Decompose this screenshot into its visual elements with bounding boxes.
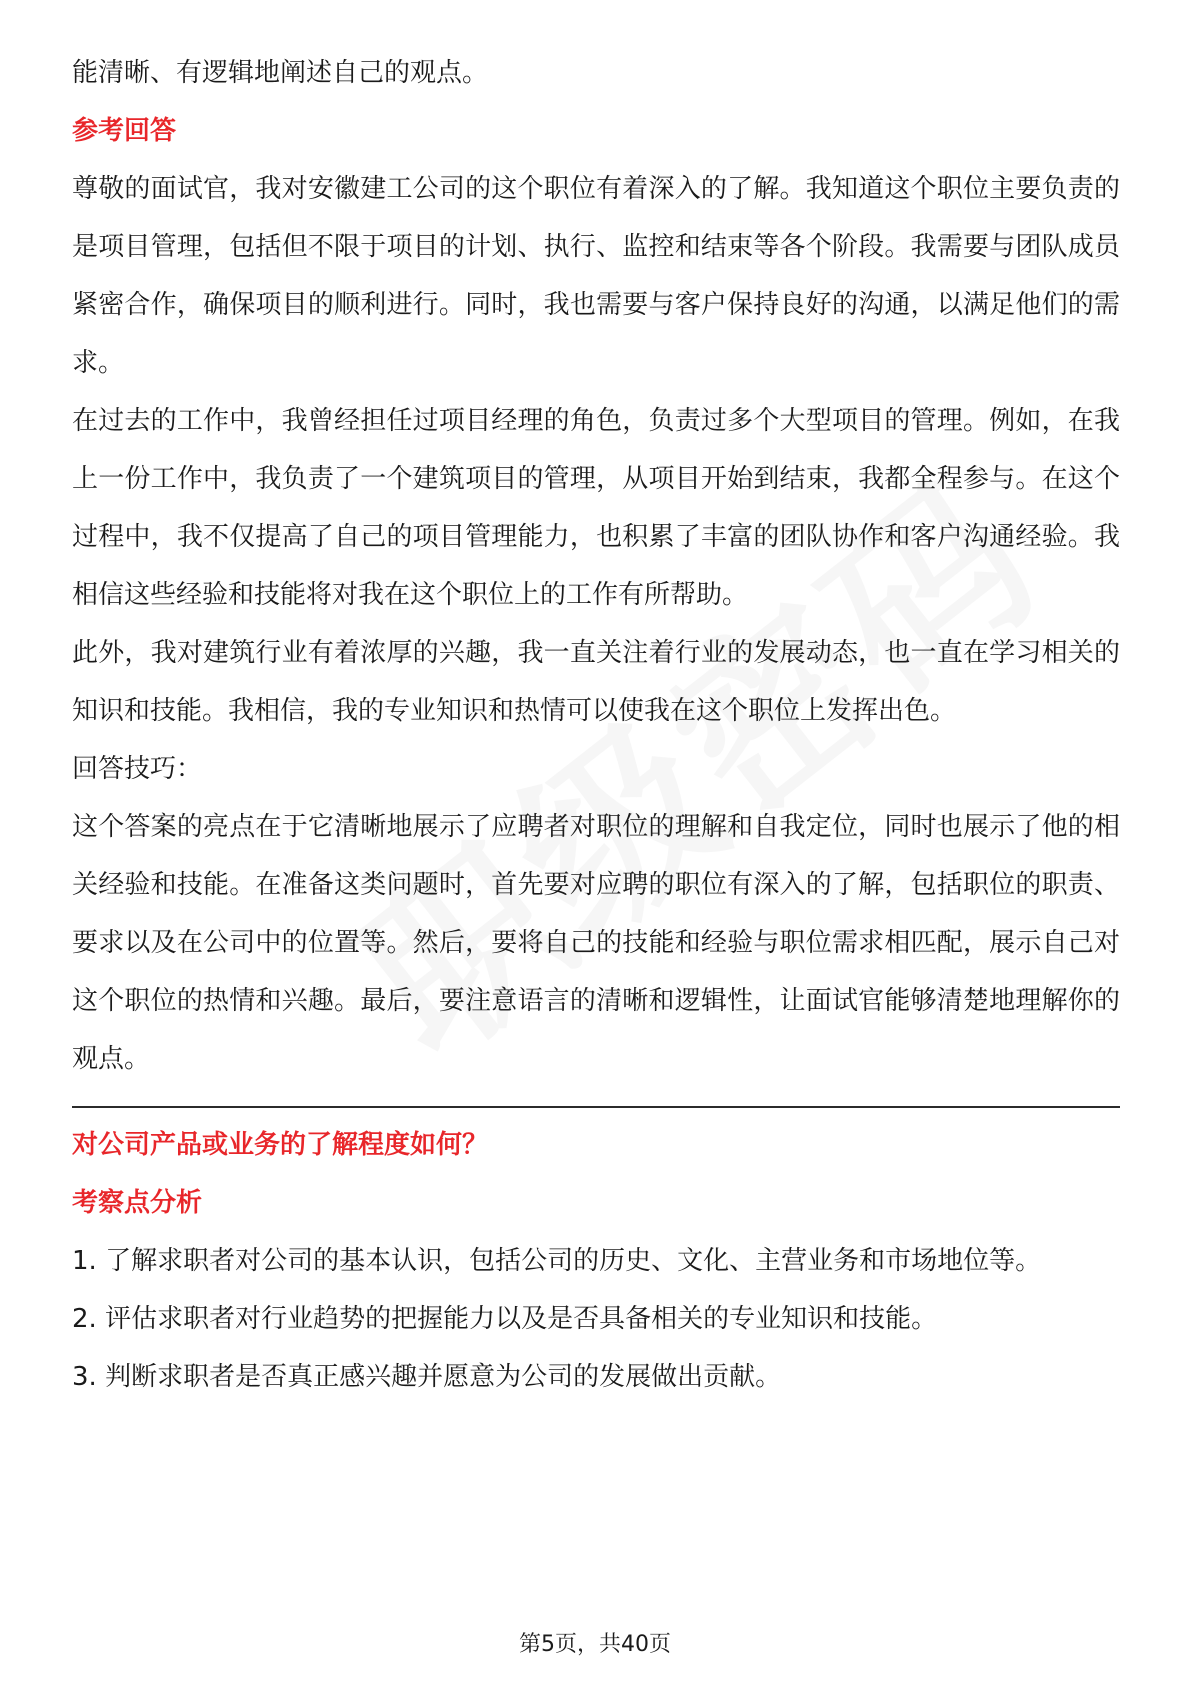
paragraph-tips-label: 回答技巧： bbox=[72, 754, 203, 784]
analysis-point-2: 2. 评估求职者对行业趋势的把握能力以及是否具备相关的专业知识和技能。 bbox=[72, 1304, 938, 1334]
section-heading-reference-answer: 参考回答 bbox=[72, 116, 177, 146]
paragraph-intro-tail: 能清晰、有逻辑地阐述自己的观点。 bbox=[72, 58, 489, 88]
section-divider bbox=[72, 1106, 1120, 1108]
analysis-point-3: 3. 判断求职者是否真正感兴趣并愿意为公司的发展做出贡献。 bbox=[72, 1362, 782, 1392]
section-heading-analysis: 考察点分析 bbox=[72, 1188, 203, 1218]
paragraph-answer-1: 尊敬的面试官，我对安徽建工公司的这个职位有着深入的了解。我知道这个职位主要负责的是项目管理，包括但不限于项目的计划、执行、监控和结束等各个阶段。我需要与团队成员紧密合作，确保项目的顺利进行。同时，我也需要与客户保持良好的沟通，以满足他们的需求。 bbox=[72, 174, 1120, 378]
page-number-footer: 第5页，共40页 bbox=[519, 1632, 671, 1657]
paragraph-tips: 这个答案的亮点在于它清晰地展示了应聘者对职位的理解和自我定位，同时也展示了他的相关经验和技能。在准备这类问题时，首先要对应聘的职位有深入的了解，包括职位的职责、要求以及在公司中的位置等。然后，要将自己的技能和经验与职位需求相匹配，展示自己对这个职位的热情和兴趣。最后，要注意语言的清晰和逻辑性，让面试官能够清楚地理解你的观点。 bbox=[72, 812, 1120, 1074]
paragraph-answer-2: 在过去的工作中，我曾经担任过项目经理的角色，负责过多个大型项目的管理。例如，在我上一份工作中，我负责了一个建筑项目的管理，从项目开始到结束，我都全程参与。在这个过程中，我不仅提高了自己的项目管理能力，也积累了丰富的团队协作和客户沟通经验。我相信这些经验和技能将对我在这个职位上的工作有所帮助。 bbox=[72, 406, 1120, 610]
paragraph-answer-3: 此外，我对建筑行业有着浓厚的兴趣，我一直关注着行业的发展动态，也一直在学习相关的知识和技能。我相信，我的专业知识和热情可以使我在这个职位上发挥出色。 bbox=[72, 638, 1120, 726]
question-heading: 对公司产品或业务的了解程度如何？ bbox=[72, 1130, 489, 1160]
page-content bbox=[72, 44, 1120, 1406]
analysis-point-1: 1. 了解求职者对公司的基本认识，包括公司的历史、文化、主营业务和市场地位等。 bbox=[72, 1246, 1042, 1276]
